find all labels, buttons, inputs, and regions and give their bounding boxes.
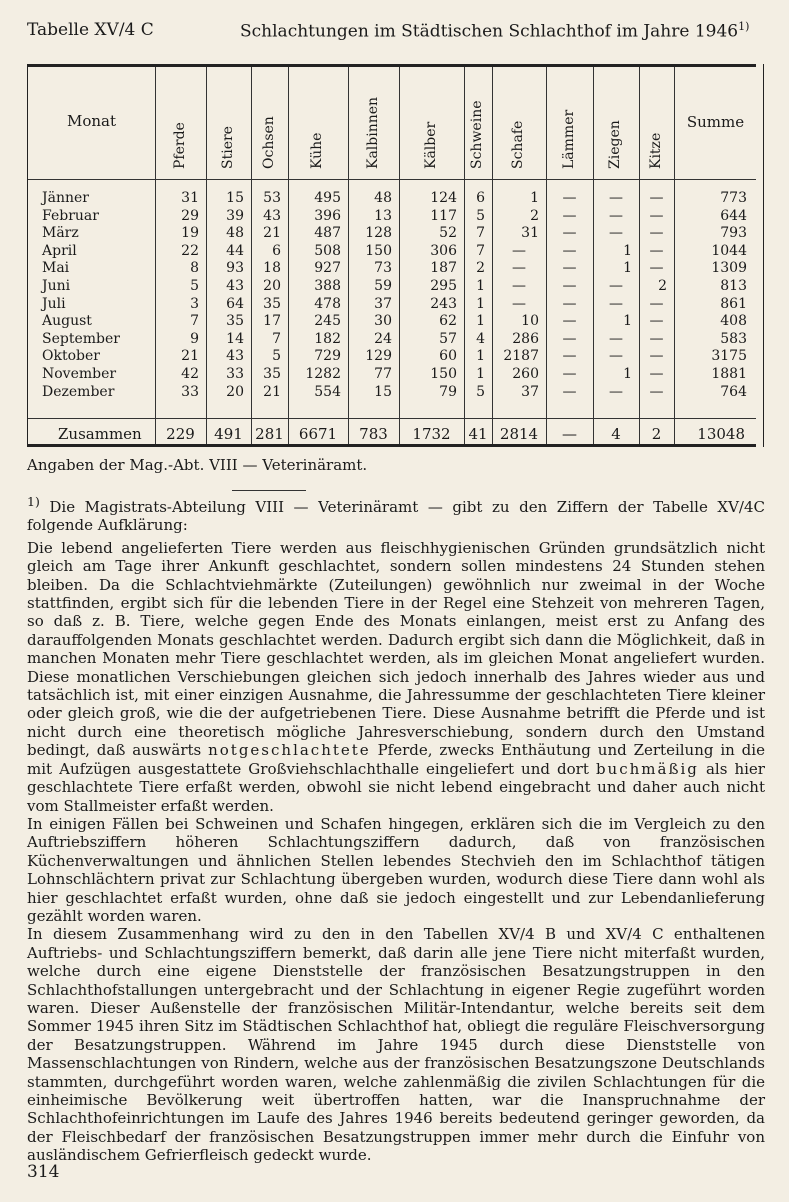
table-cell: 1 bbox=[476, 366, 485, 382]
table-cell: — bbox=[562, 260, 577, 277]
total-cell: 281 bbox=[255, 425, 284, 443]
total-cell: 229 bbox=[166, 425, 195, 443]
total-cell: 491 bbox=[214, 425, 243, 443]
column-header-kalbinnen: Kalbinnen bbox=[364, 96, 381, 169]
total-cell: — bbox=[562, 425, 577, 443]
column-header-ziegen: Ziegen bbox=[607, 120, 623, 169]
table-cell: — bbox=[649, 242, 664, 259]
table-cell: — bbox=[562, 348, 577, 365]
table-cell: — bbox=[609, 295, 623, 312]
table-cell: — bbox=[512, 278, 526, 294]
column-header-month: Monat bbox=[66, 112, 117, 130]
table-cell: 245 bbox=[314, 313, 341, 330]
table-cell: 60 bbox=[439, 348, 457, 365]
p1-part-e: als hier geschlachtete Tiere erfaßt werden, obwohl sie nicht lebend eingebracht und daher auch nicht vom Stallmeister erfaßt werden. bbox=[27, 759, 765, 815]
table-cell: 2 bbox=[530, 207, 539, 224]
total-cell: 783 bbox=[359, 425, 388, 443]
table-cell: — bbox=[562, 295, 577, 312]
table-cell: 42 bbox=[181, 366, 199, 382]
table-cell: 7 bbox=[272, 330, 281, 347]
table-cell: 1 bbox=[476, 278, 485, 294]
table-cell: — bbox=[562, 330, 577, 347]
table-cell: 1 bbox=[476, 313, 485, 330]
table-cell: — bbox=[562, 383, 577, 400]
table-cell: 295 bbox=[430, 278, 457, 294]
row-month-label: April bbox=[42, 242, 77, 259]
total-cell: 1732 bbox=[412, 425, 451, 443]
footnote-intro-text: Die Magistrats-Abteilung VIII — Veterinäramt — gibt zu den Ziffern der Tabelle XV/4C folgende Aufklärung: bbox=[27, 498, 765, 535]
total-label: Zusammen bbox=[58, 425, 142, 443]
table-cell: 495 bbox=[314, 190, 341, 206]
table-cell: — bbox=[562, 225, 577, 242]
table-cell: 508 bbox=[314, 242, 341, 259]
table-cell: — bbox=[649, 366, 664, 382]
table-cell: 18 bbox=[263, 260, 281, 277]
table-cell: 48 bbox=[226, 225, 244, 242]
total-cell: 2 bbox=[651, 425, 662, 443]
table-cell: 2 bbox=[658, 278, 667, 294]
table-cell: — bbox=[649, 348, 664, 365]
table-cell: — bbox=[649, 383, 664, 400]
row-sum-cell: 861 bbox=[720, 295, 747, 312]
table-cell: 182 bbox=[314, 330, 341, 347]
table-cell: 13 bbox=[374, 207, 392, 224]
table-cell: 33 bbox=[226, 366, 244, 382]
table-cell: 260 bbox=[512, 366, 539, 382]
table-cell: 150 bbox=[365, 242, 392, 259]
table-cell: 31 bbox=[521, 225, 539, 242]
table-cell: 8 bbox=[190, 260, 199, 277]
row-month-label: Mai bbox=[42, 260, 70, 277]
table-cell: 39 bbox=[226, 207, 244, 224]
table-cell: 35 bbox=[263, 366, 281, 382]
table-cell: 1 bbox=[623, 242, 632, 259]
page-header bbox=[27, 20, 765, 46]
row-sum-cell: 583 bbox=[720, 330, 747, 347]
table-cell: 73 bbox=[374, 260, 392, 277]
row-sum-cell: 773 bbox=[720, 190, 747, 206]
table-cell: — bbox=[649, 295, 664, 312]
table-cell: 24 bbox=[374, 330, 392, 347]
table-cell: 6 bbox=[476, 190, 485, 206]
table-cell: 1 bbox=[476, 295, 485, 312]
table-cell: 30 bbox=[374, 313, 392, 330]
table-cell: 15 bbox=[226, 190, 244, 206]
table-cell: 187 bbox=[430, 260, 457, 277]
table-cell: 21 bbox=[181, 348, 199, 365]
table-cell: — bbox=[562, 278, 577, 294]
row-sum-cell: 408 bbox=[720, 313, 747, 330]
column-header-kühe: Kühe bbox=[309, 132, 325, 169]
header-separator bbox=[28, 179, 756, 180]
row-sum-cell: 813 bbox=[720, 278, 747, 294]
footnote bbox=[27, 493, 765, 1165]
table-cell: 5 bbox=[272, 348, 281, 365]
table-cell: — bbox=[562, 242, 577, 259]
row-sum-cell: 3175 bbox=[711, 348, 747, 365]
table-cell: 64 bbox=[226, 295, 244, 312]
table-cell: 243 bbox=[430, 295, 457, 312]
table-cell: 21 bbox=[263, 383, 281, 400]
table-cell: 306 bbox=[430, 242, 457, 259]
table-cell: — bbox=[609, 383, 623, 400]
table-cell: 7 bbox=[476, 225, 485, 242]
total-cell: 6671 bbox=[298, 425, 338, 443]
table-cell: — bbox=[562, 190, 577, 206]
table-cell: — bbox=[609, 348, 623, 365]
table-cell: 927 bbox=[314, 260, 341, 277]
total-cell: 4 bbox=[611, 425, 621, 443]
table-cell: 2187 bbox=[503, 348, 539, 365]
table-cell: 14 bbox=[226, 330, 244, 347]
table-cell: 5 bbox=[476, 383, 485, 400]
data-table bbox=[27, 64, 756, 447]
table-cell: 150 bbox=[430, 366, 457, 382]
footnote-paragraph-1 bbox=[27, 539, 765, 815]
table-cell: — bbox=[649, 190, 664, 206]
table-cell: 1282 bbox=[305, 366, 341, 382]
table-cell: 37 bbox=[374, 295, 392, 312]
table-cell: 53 bbox=[263, 190, 281, 206]
table-cell: — bbox=[512, 242, 526, 259]
footnote-rule bbox=[232, 490, 306, 491]
table-cell: 554 bbox=[314, 383, 341, 400]
table-cell: 117 bbox=[430, 207, 457, 224]
p1-part-c: Pferde, zwecks Enthäutung und Zerteilung in die mit Aufzügen ausgestattete Großviehschlachthalle eingeliefert und dort bbox=[27, 741, 765, 778]
table-cell: — bbox=[649, 207, 664, 224]
table-cell: 487 bbox=[314, 225, 341, 242]
table-cell: 478 bbox=[314, 295, 341, 312]
row-sum-cell: 1044 bbox=[711, 242, 747, 259]
table-cell: — bbox=[562, 366, 577, 382]
footnote-intro bbox=[27, 493, 765, 535]
column-header-schweine: Schweine bbox=[469, 100, 485, 169]
table-cell: 57 bbox=[439, 330, 457, 347]
column-header-kälber: Kälber bbox=[422, 121, 439, 169]
table-cell: — bbox=[649, 225, 664, 242]
table-cell: — bbox=[609, 207, 623, 224]
table-cell: 52 bbox=[439, 225, 457, 242]
title-footnote-mark: 1) bbox=[738, 20, 750, 33]
table-cell: 19 bbox=[181, 225, 199, 242]
table-cell: 37 bbox=[521, 383, 539, 400]
column-header-stiere: Stiere bbox=[219, 126, 236, 169]
p1-emph-2: buchmäßig bbox=[595, 759, 699, 778]
table-cell: 388 bbox=[314, 278, 341, 294]
total-cell: 41 bbox=[468, 425, 488, 443]
total-separator bbox=[28, 418, 756, 419]
column-header-pferde: Pferde bbox=[171, 122, 188, 169]
table-cell: 2 bbox=[476, 260, 485, 277]
table-cell: 79 bbox=[439, 383, 457, 400]
table-cell: 129 bbox=[365, 348, 392, 365]
row-month-label: Februar bbox=[42, 207, 99, 224]
table-cell: 43 bbox=[226, 278, 244, 294]
table-cell: — bbox=[512, 295, 526, 312]
row-month-label: Juli bbox=[42, 295, 66, 312]
table-cell: 21 bbox=[263, 225, 281, 242]
row-month-label: August bbox=[42, 313, 92, 330]
table-cell: 43 bbox=[226, 348, 244, 365]
footnote-paragraph-3: In diesem Zusammenhang wird zu den in den Tabellen XV/4 B und XV/4 C enthaltenen Auftriebs- und Schlachtungsziffern bemerkt, daß darin alle jene Tiere nicht miterfaßt wurden, welche durch eine eigene Dienststelle der französischen Besatzungstruppen in den Schlachthofstallungen untergebracht und der Schlachtung in eigener Regie zugeführt worden waren. Dieser Außenstelle der französischen Militär-Intendantur, welche bereits seit dem Sommer 1945 ihren Sitz im Städtischen Schlachthof hat, obliegt die reguläre Fleischversorgung der Besatzungstruppen. Während im Jahre 1945 durch diese Dienststelle von Massenschlachtungen von Rindern, welche aus der französischen Besatzungszone Deutschlands stammten, durchgeführt worden waren, welche zahlenmäßig die zivilen Schlachtungen für die einheimische Bevölkerung weit übertroffen hatten, war die Inanspruchnahme der Schlachthofeinrichtungen im Laufe des Jahres 1946 bereits bedeutend geringer geworden, da der Fleischbedarf der französischen Besatzungstruppen immer mehr durch die Einfuhr von ausländischem Gefrierfleisch gedeckt wurde. bbox=[27, 925, 765, 1165]
table-cell: 15 bbox=[374, 383, 392, 400]
table-cell: 20 bbox=[226, 383, 244, 400]
table-cell: 62 bbox=[439, 313, 457, 330]
table-cell: 396 bbox=[314, 207, 341, 224]
table-cell: 7 bbox=[190, 313, 199, 330]
table-cell: 35 bbox=[226, 313, 244, 330]
table-cell: 6 bbox=[272, 242, 281, 259]
total-cell: 2814 bbox=[499, 425, 539, 443]
row-sum-cell: 1309 bbox=[711, 260, 747, 277]
table-cell: 77 bbox=[374, 366, 392, 382]
row-month-label: Dezember bbox=[42, 383, 115, 400]
table-cell: 20 bbox=[263, 278, 281, 294]
column-header-ochsen: Ochsen bbox=[260, 116, 277, 169]
column-header-lämmer: Lämmer bbox=[560, 109, 577, 169]
table-cell: 5 bbox=[190, 278, 199, 294]
table-title-text: Schlachtungen im Städtischen Schlachthof im Jahre 1946 bbox=[240, 21, 739, 42]
table-cell: 5 bbox=[476, 207, 485, 224]
table-cell: 1 bbox=[530, 190, 539, 206]
column-header-schafe: Schafe bbox=[510, 120, 526, 169]
table-cell: — bbox=[562, 207, 577, 224]
footnote-mark: 1) bbox=[27, 494, 40, 509]
table-cell: 124 bbox=[430, 190, 457, 206]
table-cell: 48 bbox=[374, 190, 392, 206]
table-cell: — bbox=[609, 330, 623, 347]
row-month-label: Juni bbox=[42, 278, 71, 294]
column-header-kitze: Kitze bbox=[647, 132, 664, 169]
row-month-label: Oktober bbox=[42, 348, 100, 365]
table-cell: 44 bbox=[226, 242, 244, 259]
table-cell: 22 bbox=[181, 242, 199, 259]
table-cell: — bbox=[609, 190, 623, 206]
table-cell: 3 bbox=[190, 295, 199, 312]
table-cell: — bbox=[562, 313, 577, 330]
table-cell: 31 bbox=[181, 190, 199, 206]
total-sum-cell: 13048 bbox=[697, 425, 745, 443]
table-cell: 729 bbox=[314, 348, 341, 365]
row-sum-cell: 644 bbox=[720, 207, 747, 224]
footnote-paragraph-2: In einigen Fällen bei Schweinen und Schafen hingegen, erklären sich die im Vergleich zu den Auftriebsziffern höheren Schlachtungsziffern dadurch, daß von französischen Küchenverwaltungen und ähnlichen Stellen lebendes Stechvieh den im Schlachthof tätigen Lohnschlächtern privat zur Schlachtung übergeben wurden, wodurch diese Tiere dann wohl als hier geschlachtet erfaßt wurden, ohne daß sie jedoch eingestellt und zur Lebendanlieferung gezählt worden waren. bbox=[27, 814, 765, 925]
table-cell: 93 bbox=[226, 260, 244, 277]
table-cell: 1 bbox=[623, 366, 632, 382]
table-cell: 1 bbox=[476, 348, 485, 365]
table-cell: 59 bbox=[374, 278, 392, 294]
table-cell: 33 bbox=[181, 383, 199, 400]
table-cell: — bbox=[609, 278, 623, 294]
table-cell: 17 bbox=[263, 313, 281, 330]
row-month-label: September bbox=[42, 330, 120, 347]
row-sum-cell: 764 bbox=[720, 383, 747, 400]
table-cell: 29 bbox=[181, 207, 199, 224]
p1-emph-1: notgeschlachtete bbox=[208, 741, 371, 760]
table-id: Tabelle XV/4 C bbox=[27, 20, 154, 40]
table-title bbox=[240, 20, 749, 42]
table-cell: 4 bbox=[476, 330, 485, 347]
table-cell: — bbox=[649, 260, 664, 277]
page-number: 314 bbox=[27, 1162, 60, 1182]
p1-part-a: Die lebend angelieferten Tiere werden aus fleischhygienischen Gründen grundsätzlich nicht gleich am Tage ihrer Ankunft geschlachtet, sondern sollen mindestens 24 Stunden stehen bleiben. Da die Schlachtviehmärkte (Zuteilungen) gewöhnlich nur zweimal in der Woche stattfinden, ergibt sich für die lebenden Tiere in der Regel eine Stehzeit von mehreren Tagen, so daß z. B. Tiere, welche gegen Ende des Monats einlangen, meist erst zu Anfang des darauffolgenden Monats geschlachtet werden. Dadurch ergibt sich dann die Möglichkeit, daß in manchen Monaten mehr Tiere geschlachtet werden, als im gleichen Monat angeliefert wurden. Diese monatlichen Verschiebungen gleichen sich jedoch innerhalb des Jahres wieder aus und tatsächlich ist, mit einer einzigen Ausnahme, die Jahressumme der geschlachteten Tiere kleiner oder gleich groß, wie die der aufgetriebenen Tiere. Diese Ausnahme betrifft die Pferde und ist nicht durch eine theoretisch mögliche Jahresverschiebung, sondern durch den Umstand bedingt, daß auswärts bbox=[27, 538, 765, 760]
table-cell: 128 bbox=[365, 225, 392, 242]
column-header-summe: Summe bbox=[686, 113, 745, 131]
row-month-label: März bbox=[42, 225, 79, 242]
table-cell: — bbox=[609, 225, 623, 242]
table-cell: 286 bbox=[512, 330, 539, 347]
source-note: Angaben der Mag.-Abt. VIII — Veterinäramt. bbox=[27, 456, 368, 474]
table-cell: 43 bbox=[263, 207, 281, 224]
table-cell: 10 bbox=[521, 313, 539, 330]
table-cell: 1 bbox=[623, 260, 632, 277]
table-cell: 7 bbox=[476, 242, 485, 259]
table-cell: — bbox=[649, 330, 664, 347]
table-cell: — bbox=[512, 260, 526, 277]
row-month-label: Jänner bbox=[42, 190, 89, 206]
table-cell: 9 bbox=[190, 330, 199, 347]
table-cell: 35 bbox=[263, 295, 281, 312]
table-cell: 1 bbox=[623, 313, 632, 330]
row-month-label: November bbox=[42, 366, 117, 382]
table-cell: — bbox=[649, 313, 664, 330]
row-sum-cell: 1881 bbox=[711, 366, 747, 382]
row-sum-cell: 793 bbox=[720, 225, 747, 242]
